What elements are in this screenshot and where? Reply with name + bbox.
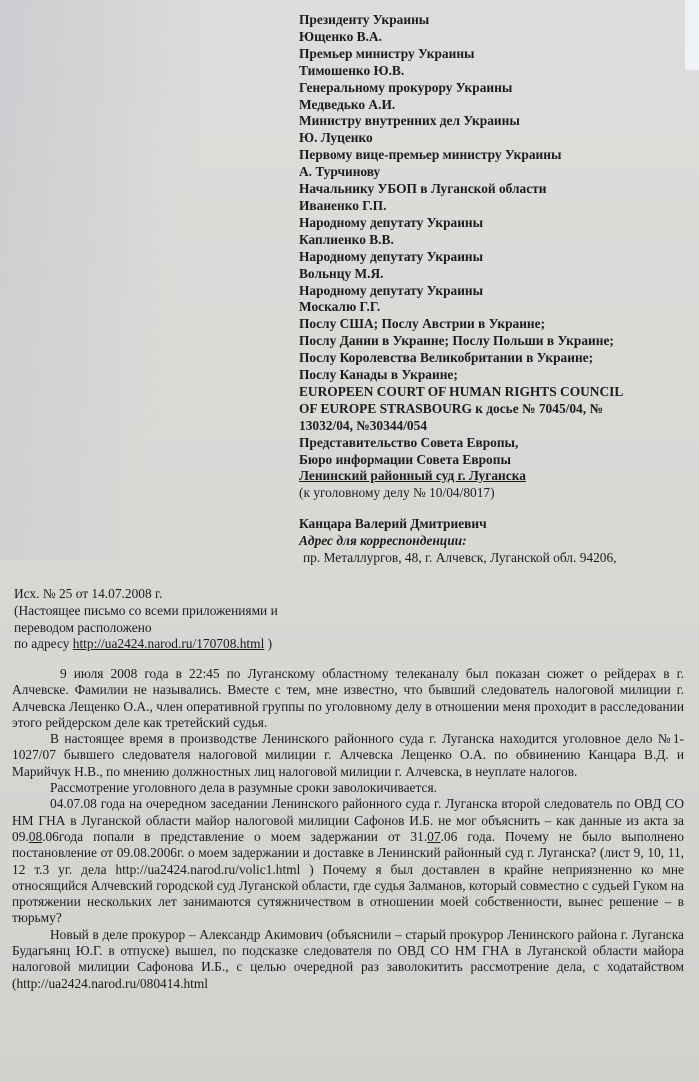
reference-url-suffix: ) (264, 636, 273, 652)
addressee-line: Иваненко Г.П. (299, 197, 387, 213)
sender-address: пр. Металлургов, 48, г. Алчевск, Луганской обл. 94206, (303, 550, 617, 565)
case-note: (к уголовному делу № 10/04/8017) (299, 485, 495, 501)
outgoing-number: Исх. № 25 от 14.07.2008 г. (14, 586, 163, 601)
letter-body (12, 666, 684, 992)
reference-url-prefix: по адресу (14, 636, 73, 652)
paragraph: Новый в деле прокурор – Александр Акимович (объяснили – старый прокурор Ленинского района г. Луганска Будагьянц Ю.Г. в отпуске) вышел, по подсказке следователя по ОВД СО НМ ГНА в Луганской области майора налоговой милиции Сафонова И.Б., с целью очередной раз заволокитить рассмотрение дела, с ходатайством (http://ua2424.narod.ru/080414.html (12, 926, 684, 991)
addressee-line: Представительство Совета Европы, (299, 434, 519, 450)
addressee-court: Ленинский районный суд г. Луганска (299, 468, 526, 484)
reference-url-line (14, 636, 314, 653)
reference-note: переводом расположено (14, 619, 152, 635)
addressee-line: Президенту Украины (299, 12, 430, 27)
reference-note: (Настоящее письмо со всеми приложениями и (14, 602, 278, 618)
addressee-line: Послу Канады в Украине; (299, 367, 458, 383)
addressee-line: Ю. Луценко (299, 130, 373, 146)
addressee-block (299, 12, 689, 502)
addressee-line: Медведько А.И. (299, 96, 396, 112)
paragraph-text: ) Почему я был доставлен в крайне неприязненно ко мне относящийся Алчевский городской суд Луганской области, где судья Залманов, который совместно с судьей Гуком на протяжении нескольких лет занимаются сутяжничеством в отношении моей собственности, вынес решение – в тюрьму? (12, 861, 684, 926)
addressee-line: Ющенко В.А. (299, 28, 382, 44)
addressee-line: Послу США; Послу Австрии в Украине; (299, 316, 546, 332)
addressee-line: Послу Дании в Украине; Послу Польши в Украине; (299, 333, 614, 349)
paragraph (12, 796, 684, 926)
addressee-line: Москалю Г.Г. (299, 299, 381, 315)
paragraph: Рассмотрение уголовного дела в разумные сроки заволокичивается. (50, 780, 437, 796)
addressee-line: Послу Королевства Великобритании в Украине; (299, 350, 594, 366)
addressee-line: OF EUROPE STRASBOURG к досье № 7045/04, № (299, 400, 603, 416)
addressee-line: Министру внутренних дел Украины (299, 113, 520, 129)
addressee-line: Первому вице-премьер министру Украины (299, 147, 562, 163)
case-file-link[interactable]: http://ua2424.narod.ru/volic1.html (115, 861, 301, 877)
reference-block (14, 586, 314, 653)
addressee-line: Бюро информации Совета Европы (299, 451, 511, 467)
addressee-line: Генеральному прокурору Украины (299, 79, 513, 95)
paragraph-text: 04.07.08 года на очередном заседании Ленинского районного суда г. Луганска второй следователь по ОВД СО НМ ГНА в Луганской области майор налоговой милиции Сафонов И.Б. не мог объяснить – как данные из акта за 09. (12, 796, 684, 844)
addressee-line: Премьер министру Украины (299, 45, 475, 61)
paragraph: 9 июля 2008 года в 22:45 по Луганскому областному телеканалу был показан сюжет о рейдерах в г. Алчевске. Фамилии не назывались. Вместе с тем, мне известно, что бывший следователь налоговой милиции г. Алчевска Лещенко О.А., член оперативной группы по уголовному делу в отношении меня проходит в расследовании этого рейдерском деле как третейский судья. (12, 666, 684, 730)
addressee-line: А. Турчинову (299, 164, 381, 180)
addressee-line: Тимошенко Ю.В. (299, 62, 405, 78)
underlined-text: 08 (28, 828, 43, 844)
addressee-line: Каплиенко В.В. (299, 231, 394, 247)
addressee-line: Вольнцу М.Я. (299, 265, 384, 281)
sender-block (299, 515, 689, 566)
bleed-through-shadow (0, 0, 230, 560)
addressee-line: EUROPEEN COURT OF HUMAN RIGHTS COUNCIL (299, 383, 624, 399)
paragraph-text: .06 года. Почему не было выполнено постановление от 09.08.2006г. о моем задержании и доставке в Ленинский районный суд г. Луганска? (лист 9, 10, 11, 12 т.3 уг. дела (12, 828, 684, 877)
addressee-line: Народному депутату Украины (299, 214, 484, 230)
addressee-line: Народному депутату Украины (299, 282, 484, 298)
address-label: Адрес для корреспонденции: (299, 533, 467, 548)
sender-name: Канцара Валерий Дмитриевич (299, 516, 487, 531)
addressee-line: 13032/04, №30344/054 (299, 417, 428, 433)
paragraph: В настоящее время в производстве Ленинского районного суда г. Луганска находится уголовное дело №1-1027/07 бывшего следователя налоговой милиции г. Алчевска Лещенко О.А. по обвинению Канцара В.Д. и Марийчук Н.В., по мнению должностных лиц налоговой милиции г. Алчевска, в неуплате налогов. (12, 731, 684, 779)
addressee-line: Начальнику УБОП в Луганской области (299, 181, 547, 197)
paragraph-text: .06года попали в представление о моем задержании от 31. (42, 828, 428, 844)
underlined-text: 07 (427, 828, 441, 844)
reference-link[interactable]: http://ua2424.narod.ru/170708.html (72, 636, 265, 652)
addressee-line: Народному депутату Украины (299, 248, 484, 264)
